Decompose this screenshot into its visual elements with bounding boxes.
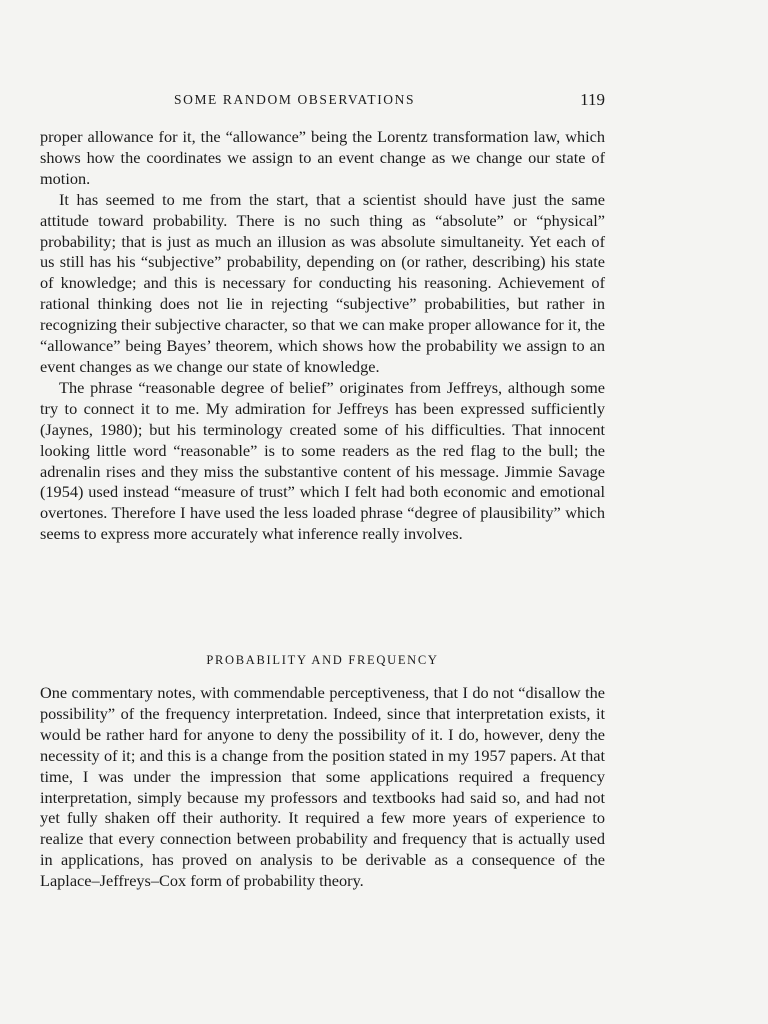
- paragraph-frequency: One commentary notes, with commendable perceptiveness, that I do not “disallow the possibility” of the frequency interpretation. Indeed, since that interpretation exists, it would be rather hard for anyone to deny the possibility of it. I do, however, deny the necessity of it; and this is a change from the position stated in my 1957 papers. At that time, I was under the impression that some applications required a frequency interpretation, simply because my professors and textbooks had said so, and had not yet fully shaken off their authority. It required a few more years of experience to realize that every connection between probability and frequency that is actually used in applications, has proved on analysis to be derivable as a consequence of the Laplace–Jeffreys–Cox form of probability theory.: [40, 683, 605, 891]
- body-text-top: [40, 127, 605, 545]
- paragraph-reasonable-belief: The phrase “reasonable degree of belief” originates from Jeffreys, although some try to connect it to me. My admiration for Jeffreys has been expressed sufficiently (Jaynes, 1980); but his terminology created some of his difficulties. That innocent looking little word “reasonable” is to some readers as the red flag to the bull; the adrenalin rises and they miss the substantive content of his message. Jimmie Savage (1954) used instead “measure of trust” which I felt had both economic and emotional overtones. Therefore I have used the less loaded phrase “degree of plausibility” which seems to express more accurately what inference really involves.: [40, 377, 605, 544]
- running-head: [40, 88, 605, 112]
- section-heading: PROBABILITY AND FREQUENCY: [206, 653, 439, 667]
- running-title: SOME RANDOM OBSERVATIONS: [174, 92, 416, 107]
- body-text-bottom: [40, 683, 605, 892]
- paragraph-probability-attitude: It has seemed to me from the start, that a scientist should have just the same attitude toward probability. There is no such thing as “absolute” or “physical” probability; that is just as much an illusion as was absolute simultaneity. Yet each of us still has his “subjective” probability, depending on (or rather, describing) his state of knowledge; and this is necessary for conducting his reasoning. Achievement of rational thinking does not lie in rejecting “subjective” probabilities, but rather in recognizing their subjective character, so that we can make proper allowance for it, the “allowance” being Bayes’ theorem, which shows how the probability we assign to an event changes as we change our state of knowledge.: [40, 189, 605, 376]
- page-number: 119: [580, 90, 605, 109]
- paragraph-continuation: proper allowance for it, the “allowance” being the Lorentz transformation law, which shows how the coordinates we assign to an event change as we change our state of motion.: [40, 127, 605, 188]
